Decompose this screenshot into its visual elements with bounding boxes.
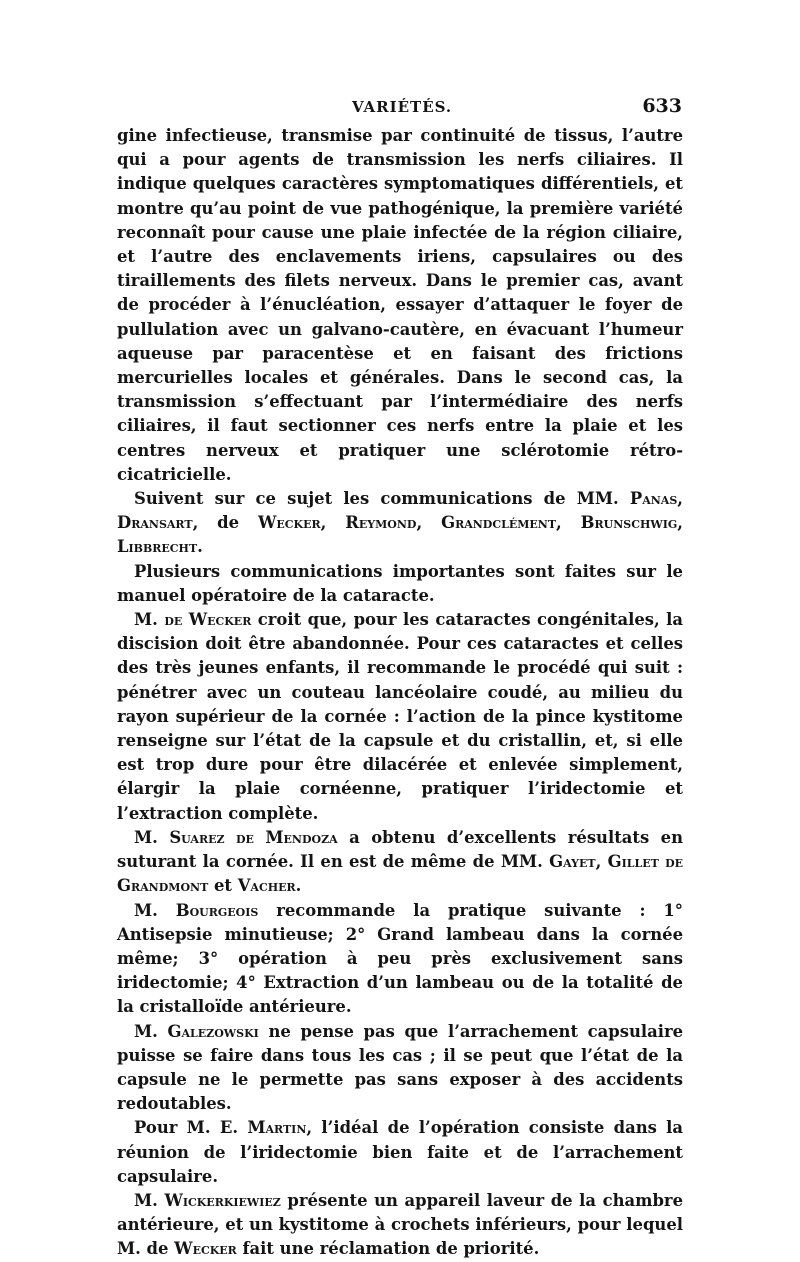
text-run: M. <box>134 1021 168 1041</box>
paragraph-p7 <box>117 1020 683 1117</box>
page-header <box>117 95 682 122</box>
text-run: , <box>677 489 683 509</box>
text-run: M. <box>134 610 165 630</box>
text-run: , <box>677 513 684 533</box>
person-name: Reymond <box>345 513 417 533</box>
person-name: Panas <box>629 489 678 509</box>
text-run: M. <box>134 827 170 847</box>
person-name: Dransart <box>117 513 193 533</box>
paragraph-p3 <box>117 560 683 608</box>
text-run: M. <box>134 1190 165 1210</box>
text-run: Suivent sur ce sujet les communications de MM. <box>134 489 630 509</box>
person-name: Gayet <box>549 852 596 872</box>
text-run: Pour M. E. <box>134 1118 248 1138</box>
running-title: VARIÉTÉS. <box>352 98 453 116</box>
text-run: présente un appareil laveur de la chambre antérieure, et un kystitome à crochets inférieurs, pour lequel M. de <box>117 1190 683 1259</box>
person-name: Suarez de Mendoza <box>169 827 338 847</box>
text-run: ne pense pas que l’arrachement capsulaire puisse se faire dans tous les cas ; il se peut que l’état de la capsule ne le permette pas sans exposer à des accidents redoutables. <box>117 1021 684 1114</box>
body-text <box>117 124 683 1262</box>
text-run: a obtenu d’excellents résultats en suturant la cornée. Il en est de même de MM. <box>117 827 683 872</box>
text-run: , <box>320 513 346 533</box>
person-name: Wecker <box>257 513 321 533</box>
paragraph-p6 <box>117 899 683 1020</box>
person-name: Grandclément <box>441 513 557 533</box>
text-run: , <box>595 852 608 872</box>
person-name: Bourgeois <box>175 900 259 920</box>
paragraph-p8 <box>117 1116 683 1189</box>
text-run: et <box>208 876 238 896</box>
paragraph-p5 <box>117 826 683 899</box>
person-name: de Wecker <box>164 610 252 630</box>
person-name: Brunschwig <box>580 513 678 533</box>
text-run: Plusieurs communications importantes sont faites sur le manuel opératoire de la cataracte. <box>117 561 683 605</box>
text-run: , <box>556 513 581 533</box>
text-run: . <box>295 876 302 896</box>
person-name: Wecker <box>174 1239 237 1259</box>
person-name: Martin <box>247 1118 307 1138</box>
text-run: gine infectieuse, transmise par continuité de tissus, l’autre qui a pour agents de transmission les nerfs ciliaires. Il indique quelques caractères symptomatiques différentiels, et montre qu’au point de vue pathogénique, la première variété reconnaît pour cause une plaie infectée de la région ciliaire, et l’autre des enclavements iriens, capsulaires ou des tiraillements des filets nerveux. Dans le premier cas, avant de procéder à l’énucléation, essayer d’attaquer le foyer de pullulation avec un galvano-cautère, en évacuant l’humeur aqueuse par paracentèse et en faisant des frictions mercurielles locales et générales. Dans le second cas, la transmission s’effectuant par l’intermédiaire des nerfs ciliaires, il faut sectionner ces nerfs entre la plaie et les centres nerveux et pratiquer une sclérotomie rétro-cicatricielle. <box>117 126 683 484</box>
text-run: , <box>416 513 442 533</box>
text-run: , de <box>192 513 258 533</box>
person-name: Gillet de Grandmont <box>117 852 684 896</box>
text-run: . <box>197 537 203 557</box>
person-name: Galezowski <box>167 1021 259 1041</box>
paragraph-p1 <box>117 124 683 487</box>
text-run: recommande la pratique suivante : 1° Antisepsie minutieuse; 2° Grand lambeau dans la cornée même; 3° opération à peu près exclusivement sans iridectomie; 4° Extraction d’un lambeau ou de la totalité de la cristalloïde antérieure. <box>117 900 683 1017</box>
paragraph-p4 <box>117 608 683 826</box>
person-name: Vacher <box>237 876 296 896</box>
page-number: 633 <box>642 95 682 117</box>
person-name: Libbrecht <box>117 537 198 557</box>
paragraph-p9 <box>117 1189 683 1262</box>
person-name: Wickerkiewiez <box>164 1190 281 1210</box>
paragraph-p2 <box>117 487 683 560</box>
text-run: croit que, pour les cataractes congénitales, la discision doit être abandonnée. Pour ces cataractes et celles des très jeunes enfants, il recommande le procédé qui suit : pénétrer avec un couteau lancéolaire coudé, au milieu du rayon supérieur de la cornée : l’action de la pince kystitome renseigne sur l’état de la capsule et du cristallin, et, si elle est trop dure pour être dilacérée et enlevée simplement, élargir la plaie cornéenne, pratiquer l’iridectomie et l’extraction complète. <box>117 610 684 823</box>
text-run: fait une réclamation de priorité. <box>236 1239 540 1259</box>
text-run: M. <box>134 900 176 920</box>
text-run: , l’idéal de l’opération consiste dans la réunion de l’iridectomie bien faite et de l’arrachement capsulaire. <box>117 1118 684 1186</box>
